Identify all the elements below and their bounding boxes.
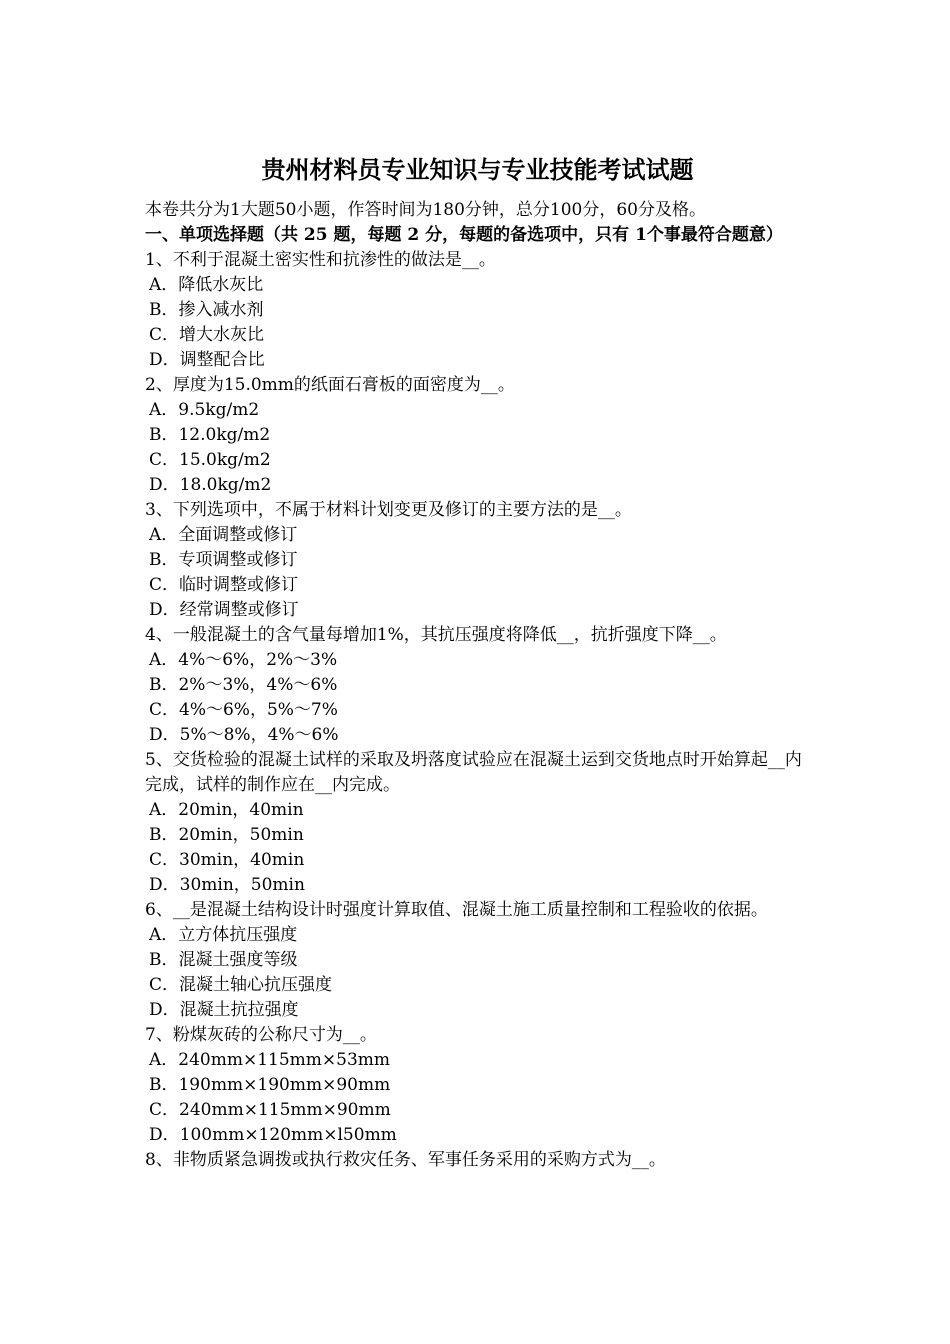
question-text: 5、交货检验的混凝土试样的采取及坍落度试验应在混凝土运到交货地点时开始算起__内完成，试样的制作应在__内完成。 — [145, 750, 802, 795]
document-page — [145, 150, 810, 1173]
answer-option: D．混凝土抗拉强度 — [149, 1000, 299, 1020]
section-heading: 一、单项选择题（共 25 题，每题 2 分，每题的备选项中，只有 1个事最符合题意） — [145, 225, 783, 245]
answer-option: A．降低水灰比 — [149, 275, 264, 295]
answer-option: D．30min，50min — [149, 875, 305, 895]
answer-option: B．掺入减水剂 — [149, 300, 264, 320]
question-text: 2、厚度为15.0mm的纸面石膏板的面密度为__。 — [145, 375, 515, 395]
answer-option: A．20min，40min — [149, 800, 304, 820]
answer-option: B．2%～3%，4%～6% — [149, 675, 338, 695]
answer-option: B．190mm×190mm×90mm — [149, 1075, 391, 1095]
question-text: 6、__是混凝土结构设计时强度计算取值、混凝土施工质量控制和工程验收的依据。 — [145, 900, 768, 920]
answer-option: B．专项调整或修订 — [149, 550, 298, 570]
exam-intro: 本卷共分为1大题50小题，作答时间为180分钟，总分100分，60分及格。 — [145, 200, 706, 220]
question-text: 7、粉煤灰砖的公称尺寸为__。 — [145, 1025, 377, 1045]
answer-option: A．9.5kg/m2 — [149, 400, 260, 420]
answer-option: A．全面调整或修订 — [149, 525, 298, 545]
question-list — [145, 248, 810, 1173]
answer-option: A．240mm×115mm×53mm — [149, 1050, 391, 1070]
document-title: 贵州材料员专业知识与专业技能考试试题 — [261, 155, 694, 184]
question-text: 4、一般混凝土的含气量每增加1%，其抗压强度将降低__，抗折强度下降__。 — [145, 625, 727, 645]
answer-option: B．20min，50min — [149, 825, 304, 845]
question-text: 3、下列选项中，不属于材料计划变更及修订的主要方法的是__。 — [145, 500, 632, 520]
answer-option: D．18.0kg/m2 — [149, 475, 272, 495]
answer-option: D．100mm×120mm×l50mm — [149, 1125, 397, 1145]
answer-option: C．4%～6%，5%～7% — [149, 700, 338, 720]
answer-option: C．混凝土轴心抗压强度 — [149, 975, 333, 995]
answer-option: D．调整配合比 — [149, 350, 265, 370]
answer-option: B．12.0kg/m2 — [149, 425, 271, 445]
answer-option: C．临时调整或修订 — [149, 575, 299, 595]
answer-option: D．经常调整或修订 — [149, 600, 299, 620]
answer-option: B．混凝土强度等级 — [149, 950, 298, 970]
question-text: 1、不利于混凝土密实性和抗渗性的做法是__。 — [145, 250, 496, 270]
answer-option: D．5%～8%，4%～6% — [149, 725, 339, 745]
answer-option: A．立方体抗压强度 — [149, 925, 298, 945]
answer-option: C．增大水灰比 — [149, 325, 265, 345]
answer-option: A．4%～6%，2%～3% — [149, 650, 338, 670]
answer-option: C．30min，40min — [149, 850, 305, 870]
answer-option: C．15.0kg/m2 — [149, 450, 271, 470]
answer-option: C．240mm×115mm×90mm — [149, 1100, 391, 1120]
question-text: 8、非物质紧急调拨或执行救灾任务、军事任务采用的采购方式为__。 — [145, 1150, 666, 1170]
